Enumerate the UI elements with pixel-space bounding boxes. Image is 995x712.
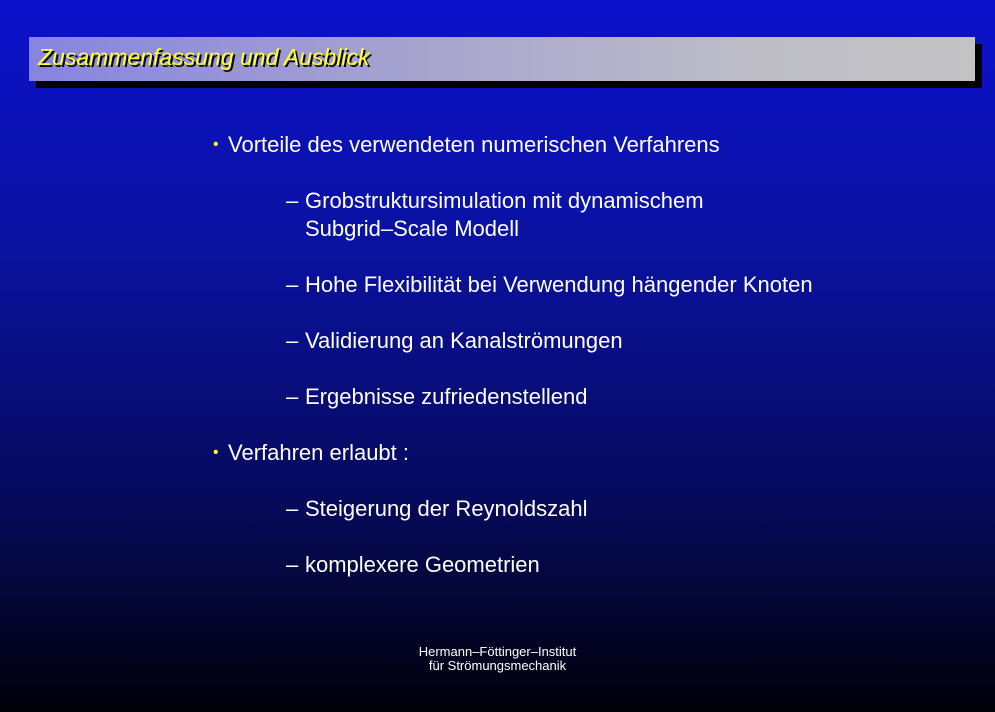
sub-bullet-text: Validierung an Kanalströmungen [305,328,623,353]
sub-bullet-marker: – [286,552,299,577]
bullet-marker: • [213,444,219,461]
sub-bullet-text: Steigerung der Reynoldszahl [305,496,588,521]
footer-institute: Hermann–Föttinger–Institut [418,644,577,659]
sub-bullet-text: komplexere Geometrien [305,552,540,577]
sub-bullet-marker: – [286,272,299,297]
bullet-text: Verfahren erlaubt : [228,440,410,465]
footer-department: für Strömungsmechanik [428,658,567,673]
sub-bullet-marker: – [286,384,299,409]
sub-bullet-text: Ergebnisse zufriedenstellend [305,384,588,409]
slide-title: Zusammenfassung und Ausblick [38,44,370,70]
sub-bullet-text: Hohe Flexibilität bei Verwendung hängender Knoten [305,272,813,297]
bullet-marker: • [213,136,219,153]
sub-bullet-marker: – [286,496,299,521]
sub-bullet-marker: – [286,188,299,213]
sub-bullet-text-continuation: Subgrid–Scale Modell [305,216,520,241]
bullet-text: Vorteile des verwendeten numerischen Verfahrens [228,132,720,157]
sub-bullet-text: Grobstruktursimulation mit dynamischem [305,188,704,213]
sub-bullet-marker: – [286,328,299,353]
